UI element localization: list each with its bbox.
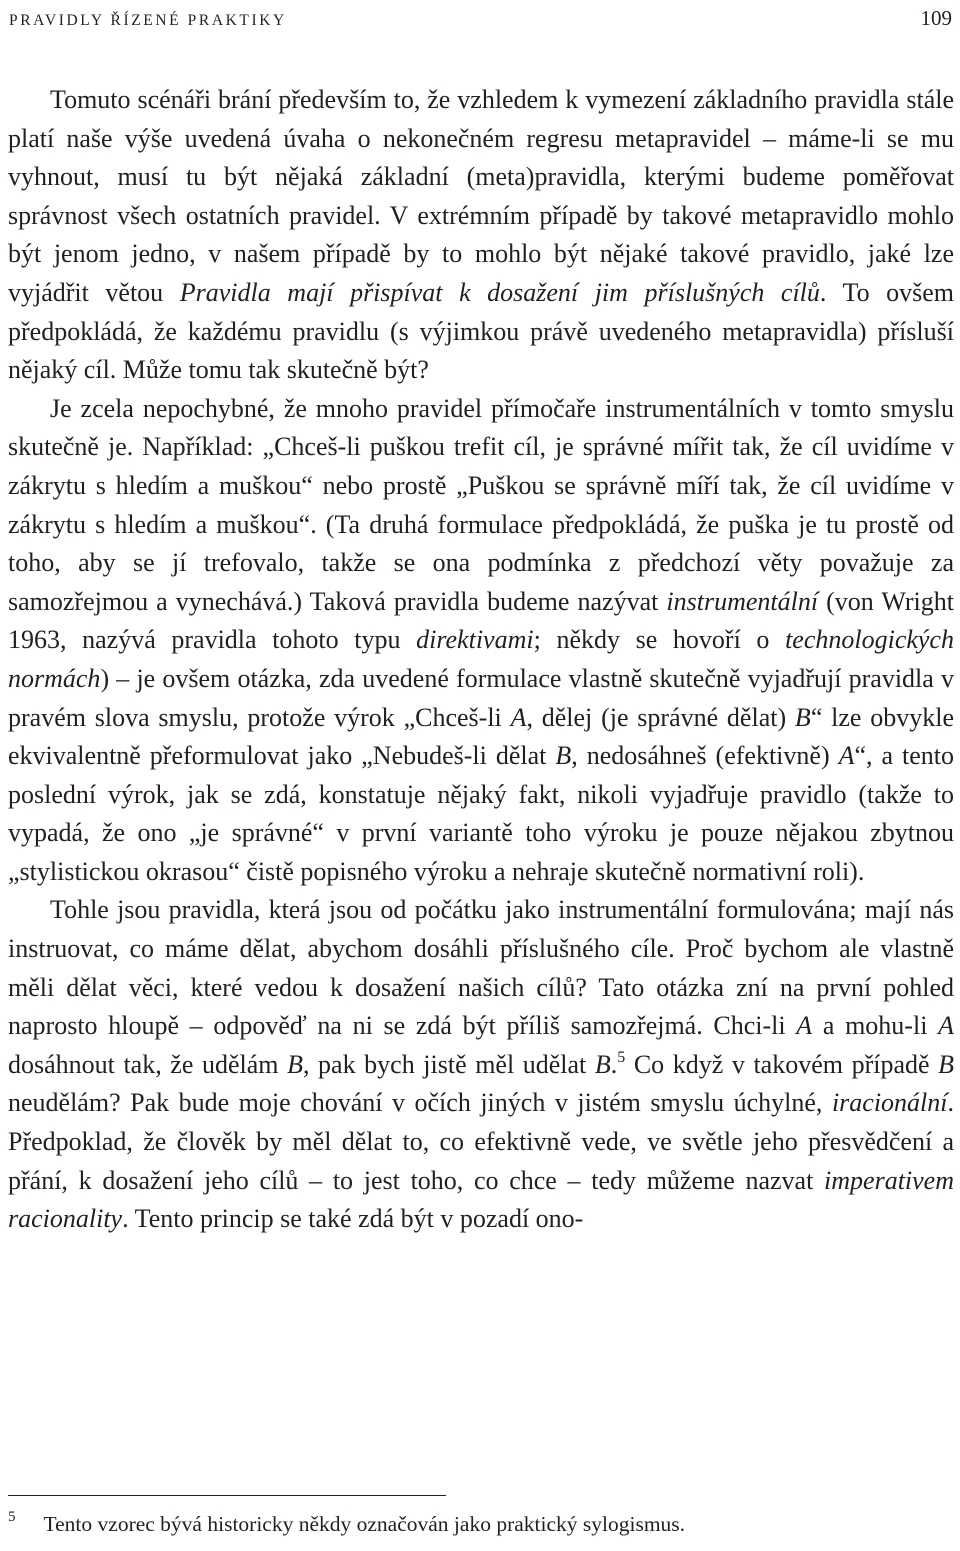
italic-text: iracionální xyxy=(831,1088,948,1118)
italic-text: B xyxy=(794,702,811,732)
text-run: Tohle jsou pravidla, která jsou od počátku jako instrumentální formulována; mají nás instruovat, co máme dělat, abychom dosáhli příslušného cíle. Proč bychom ale vlastně měli dělat věci, které vedou k dosažení našich cílů? Tato otázka zní na první pohled naprosto hloupě – odpověď na ni se zdá být příliš samozřejmá. Chci-li xyxy=(8,895,954,1041)
text-run: Tomuto scénáři brání především to, že vzhledem k vymezení základního pravidla stále platí naše výše uvedená úvaha o nekonečném regresu metapravidel – máme-li se mu vyhnout, musí tu být nějaká základní (meta)pravidla, kterými budeme poměřovat správnost všech ostatních pravidel. V extrémním případě by takové metapravidlo mohlo být jenom jedno, v našem případě by to mohlo být nějaké takové pravidlo, jaké lze vyjádřit větou xyxy=(8,85,954,307)
text-run: Tento vzorec bývá historicky někdy označován jako xyxy=(43,1512,497,1536)
italic-text: B xyxy=(555,741,572,771)
text-run: . Tento princip se také zdá být v pozadí ono- xyxy=(122,1204,584,1234)
text-run: “ lze obvykle ekvivalentně přeformulovat jako „Nebudeš-li dělat xyxy=(8,702,954,771)
text-run: dosáhnout tak, že udělám xyxy=(8,1049,288,1079)
italic-text: A xyxy=(938,1011,954,1041)
paragraph xyxy=(8,81,954,390)
italic-text: technologických normách xyxy=(8,625,954,693)
text-run: “, a tento poslední výrok, jak se zdá, konstatuje nějaký fakt, nikoli vyjadřuje pravidlo (takže to vypadá, že ono „je správné“ v první variantě toho výroku je pouze nějakou zbytnou „stylistickou okrasou“ čistě popisného výroku a nehraje skutečně normativní roli). xyxy=(8,741,954,886)
text-run: Je zcela nepochybné, že mnoho pravidel přímočaře instrumentálních v tomto smyslu skutečně je. Například: „Chceš-li puškou trefit cíl, je správné mířit tak, že cíl uvidíme v zákrytu s hledím a muškou“ nebo prostě „Puškou se správně míří tak, že cíl uvidíme v zákrytu s hledím a muškou“. (Ta druhá formulace předpokládá, že puška je tu prostě od toho, aby se jí trefovalo, takže se ona podmínka z předchozí věty považuje za samozřejmou a vynechává.) Taková pravidla budeme nazývat xyxy=(8,393,954,616)
paragraph xyxy=(8,390,954,892)
text-run: . xyxy=(610,1049,618,1079)
italic-text: B xyxy=(287,1049,303,1079)
text-run: ) – je ovšem otázka, zda uvedené formulace vlastně skutečně vyjadřují pravidla v pravém slova smyslu, protože výrok „Chceš-li xyxy=(8,663,954,732)
page-header xyxy=(9,6,952,30)
text-run: . xyxy=(679,1512,686,1536)
italic-text: B xyxy=(938,1049,954,1079)
text-run: a mohu-li xyxy=(812,1011,939,1041)
italic-text: instrumentální xyxy=(666,586,819,616)
text-run: , nedosáhneš (efektivně) xyxy=(571,741,839,771)
running-head: PRAVIDLY ŘÍZENÉ PRAKTIKY xyxy=(9,12,287,29)
italic-text: imperativem racionality xyxy=(8,1165,954,1234)
italic-text: B xyxy=(594,1049,611,1079)
page-number: 109 xyxy=(920,6,952,30)
footnote-reference[interactable]: 5 xyxy=(617,1048,626,1066)
italic-text: A xyxy=(838,741,855,771)
italic-text: praktický sylogismus xyxy=(496,1512,680,1536)
italic-text: direktivami xyxy=(416,625,534,655)
text-run: Co když v takovém případě xyxy=(625,1049,939,1079)
italic-text: Pravidla mají přispívat k dosažení jim příslušných cílů xyxy=(179,277,820,307)
paragraph xyxy=(8,891,954,1238)
text-run: (von Wright 1963, nazývá pravidla tohoto typu xyxy=(8,586,955,655)
body-text xyxy=(8,81,954,1239)
italic-text: A xyxy=(510,702,527,732)
text-run: . Předpoklad, že člověk by měl dělat to, co efektivně vede, ve světle jeho přesvědčení a přání, k dosažení jeho cílů – to jest toho, co chce – tedy můžeme nazvat xyxy=(8,1088,954,1195)
text-run: , pak bych jistě měl udělat xyxy=(302,1049,595,1079)
footnote xyxy=(8,1510,948,1538)
text-run: , dělej (je správné dělat) xyxy=(526,702,795,732)
text-run: . To ovšem předpokládá, že každému pravidlu (s výjimkou právě uvedeného metapravidla) přísluší nějaký cíl. Může tomu tak skutečně být? xyxy=(8,277,955,385)
italic-text: A xyxy=(796,1011,813,1041)
footnote-rule xyxy=(8,1495,446,1496)
text-run: ; někdy se hovoří o xyxy=(533,625,786,655)
footnote-mark: 5 xyxy=(8,1509,16,1525)
text-run: neudělám? Pak bude moje chování v očích jiných v jistém smyslu úchylné, xyxy=(8,1088,832,1118)
